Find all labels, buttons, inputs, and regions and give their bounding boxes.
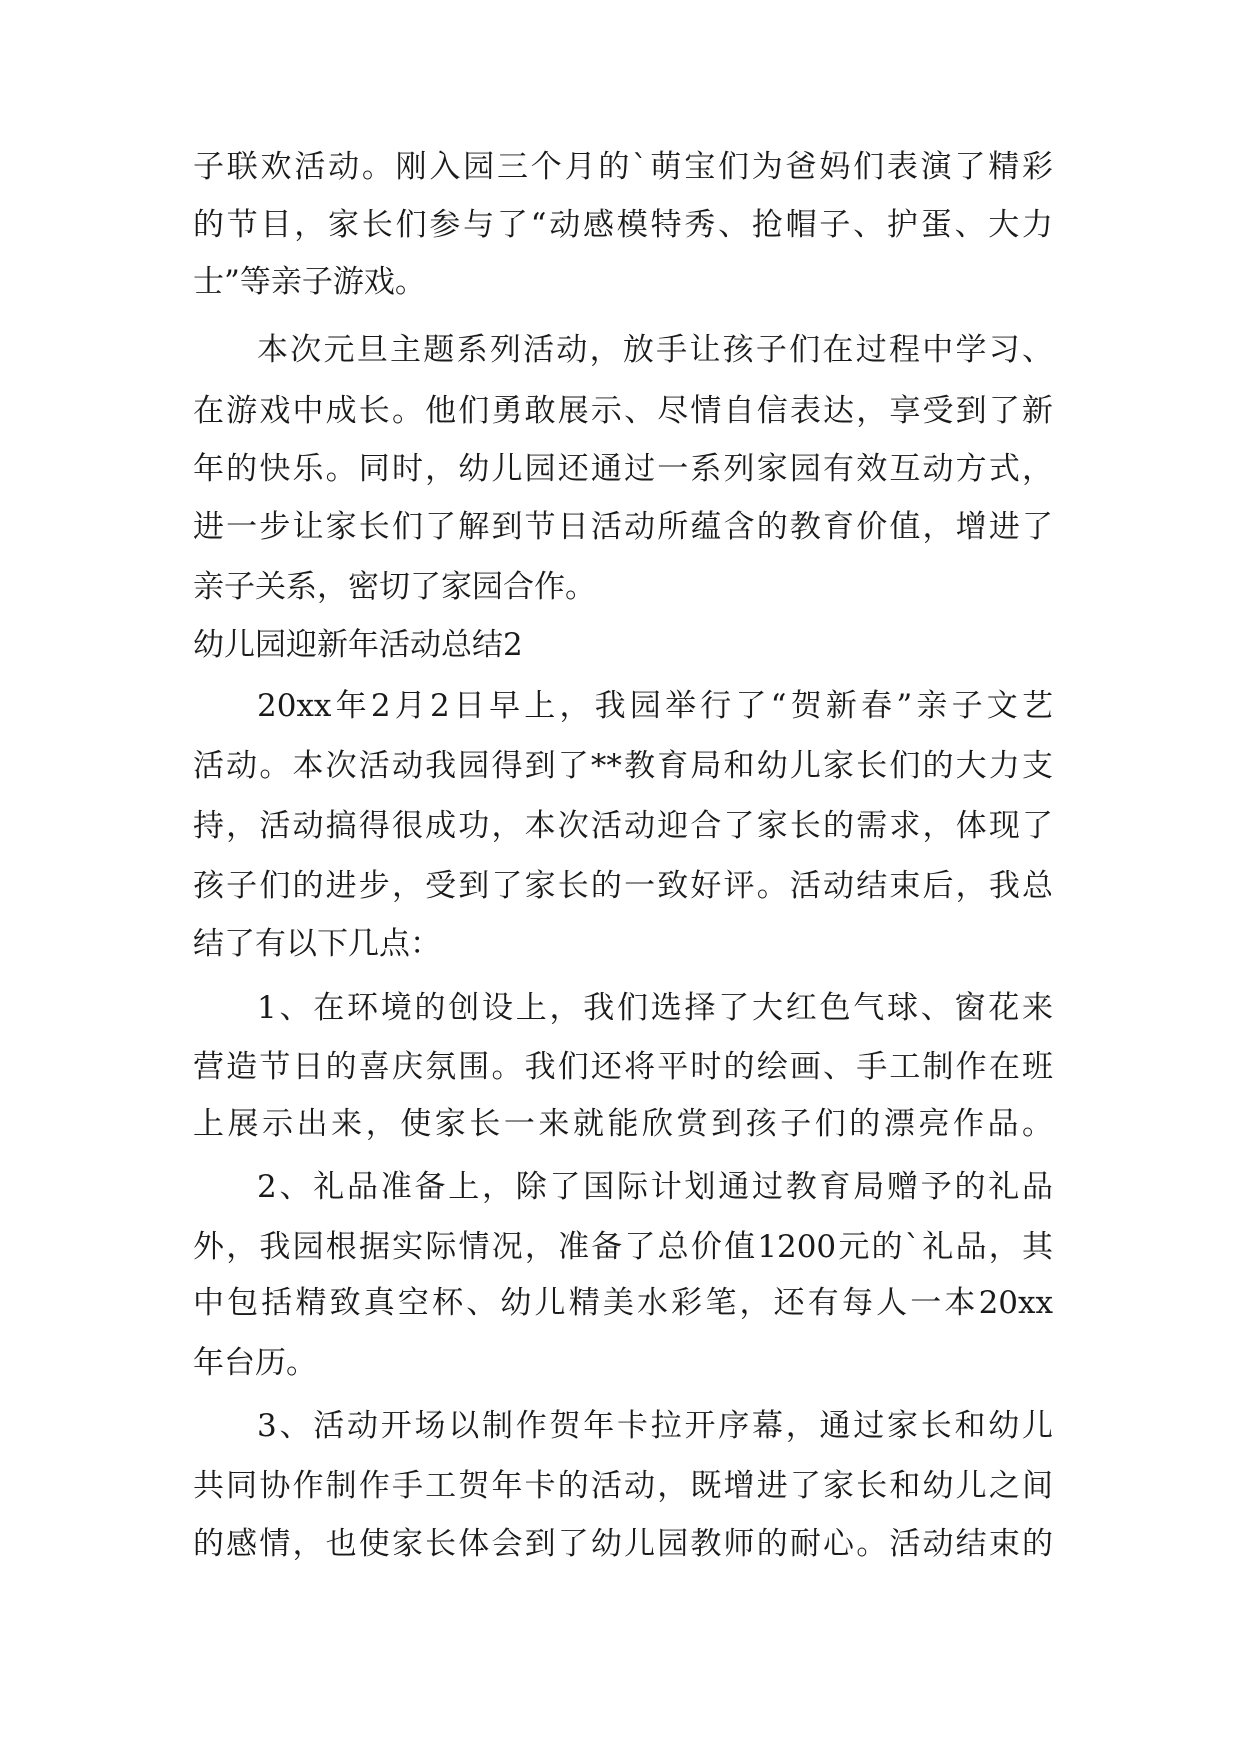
text-line: 子联欢活动。刚入园三个月的`萌宝们为爸妈们表演了精彩	[193, 149, 1053, 185]
text-line: 结了有以下几点：	[193, 926, 441, 962]
text-line: 营造节日的喜庆氛围。我们还将平时的绘画、手工制作在班	[193, 1049, 1053, 1085]
text-line: 进一步让家长们了解到节日活动所蕴含的教育价值，增进了	[193, 509, 1053, 545]
text-line: 本次元旦主题系列活动，放手让孩子们在过程中学习、	[257, 332, 1053, 368]
text-line: 20xx年2月2日早上，我园举行了“贺新春”亲子文艺	[257, 688, 1053, 724]
text-line: 在游戏中成长。他们勇敢展示、尽情自信表达，享受到了新	[193, 393, 1053, 429]
text-line: 活动。本次活动我园得到了**教育局和幼儿家长们的大力支	[193, 748, 1053, 784]
text-line: 的感情，也使家长体会到了幼儿园教师的耐心。活动结束的	[193, 1526, 1053, 1562]
section-heading: 幼儿园迎新年活动总结2	[193, 627, 523, 663]
list-item: 3、活动开场以制作贺年卡拉开序幕，通过家长和幼儿	[257, 1408, 1053, 1444]
text-line: 孩子们的进步，受到了家长的一致好评。活动结束后，我总	[193, 868, 1053, 904]
text-line: 外，我园根据实际情况，准备了总价值1200元的`礼品，其	[193, 1229, 1053, 1265]
text-line: 士”等亲子游戏。	[193, 264, 426, 300]
text-line: 年台历。	[193, 1345, 317, 1381]
text-line: 上展示出来，使家长一来就能欣赏到孩子们的漂亮作品。	[193, 1106, 1053, 1142]
text-line: 中包括精致真空杯、幼儿精美水彩笔，还有每人一本20xx	[193, 1285, 1053, 1321]
list-item: 1、在环境的创设上，我们选择了大红色气球、窗花来	[257, 990, 1053, 1026]
text-line: 持，活动搞得很成功，本次活动迎合了家长的需求，体现了	[193, 808, 1053, 844]
text-line: 的节目，家长们参与了“动感模特秀、抢帽子、护蛋、大力	[193, 207, 1053, 243]
text-line: 亲子关系，密切了家园合作。	[193, 569, 596, 605]
text-line: 共同协作制作手工贺年卡的活动，既增进了家长和幼儿之间	[193, 1468, 1053, 1504]
text-line: 年的快乐。同时，幼儿园还通过一系列家园有效互动方式，	[193, 451, 1053, 487]
list-item: 2、礼品准备上，除了国际计划通过教育局赠予的礼品	[257, 1169, 1053, 1205]
